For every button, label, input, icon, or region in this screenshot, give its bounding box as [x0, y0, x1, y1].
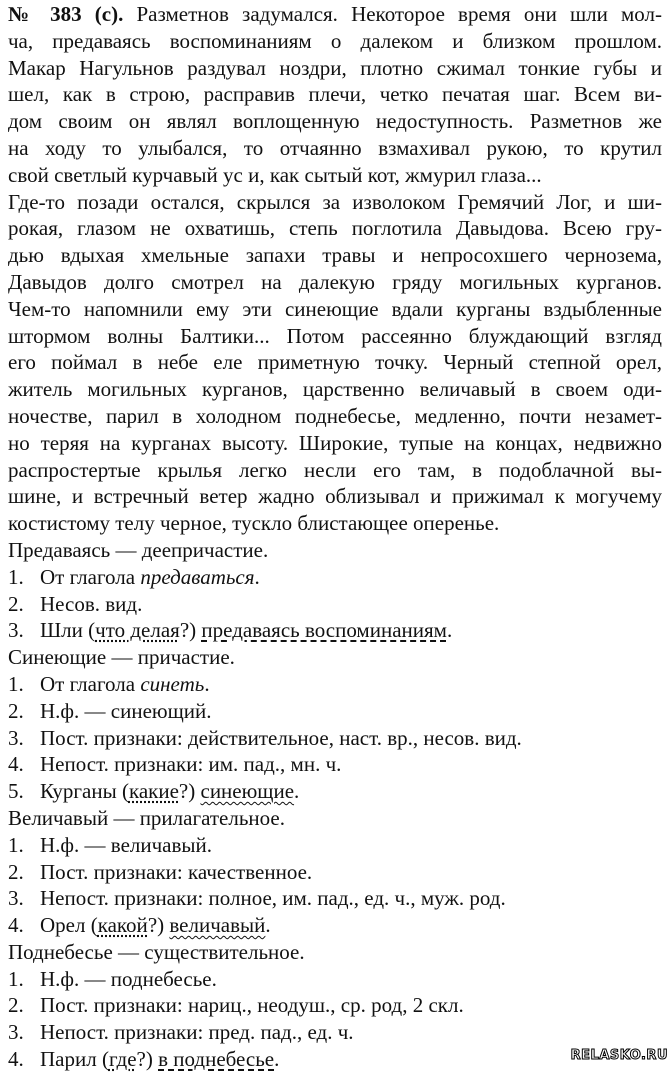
analysis-list-item [8, 751, 662, 778]
text-fragment: Непост. признаки: полное, им. пад., ед. ч., муж. род. [40, 886, 506, 911]
item-number: 4. [8, 1047, 24, 1072]
item-number: 1. [8, 564, 24, 589]
analysis-list-item [8, 564, 662, 591]
text-fragment: . [254, 564, 260, 589]
paragraph-line [8, 55, 662, 82]
item-text [40, 725, 522, 752]
line-text: на ходу то улыбался, то отчаянно взмахивал рукою, то крутил [8, 135, 662, 160]
paragraph-line [8, 376, 662, 403]
item-text [40, 591, 142, 618]
paragraph-line [8, 215, 662, 242]
paragraph-line [8, 323, 662, 350]
marked-word: в поднебесье [158, 1047, 275, 1072]
marked-word: величавый [169, 913, 266, 938]
item-text [40, 992, 464, 1019]
marked-word: предаваясь воспоминаниям [201, 618, 447, 643]
marked-word: синеть [140, 671, 205, 696]
item-text [40, 859, 312, 886]
text-fragment: ?) [179, 618, 202, 643]
paragraph-line [8, 108, 662, 135]
paragraph-line [8, 135, 662, 162]
line-text: но теряя на курганах высоту. Широкие, тупые на концах, недвижно [8, 430, 662, 455]
analysis-list-item [8, 1019, 662, 1046]
item-number: 1. [8, 832, 24, 857]
item-text [40, 564, 260, 591]
analysis-heading: Величавый — прилагательное. [8, 805, 285, 830]
item-number: 1. [8, 966, 24, 991]
line-text: дом своим он являл воплощенную недоступность. Разметнов же [8, 109, 662, 134]
item-number: 3. [8, 886, 24, 911]
item-number: 2. [8, 698, 24, 723]
text-fragment: От глагола [40, 564, 141, 589]
paragraph-line [8, 269, 662, 296]
analysis-list-item [8, 832, 662, 859]
line-text: его поймал в небе еле приметную точку. Черный степной орел, [8, 350, 662, 375]
analysis-list-item [8, 859, 662, 886]
paragraph-line [8, 296, 662, 323]
item-text [40, 832, 212, 859]
line-text: рокая, глазом не охватишь, степь поглотила Давыдова. Всею гру- [8, 216, 662, 241]
text-fragment: Н.ф. — поднебесье. [40, 966, 217, 991]
text-fragment: . [446, 618, 453, 643]
text-fragment: Непост. признаки: пред. пад., ед. ч. [40, 1020, 354, 1045]
exercise-document [8, 1, 662, 1073]
item-number: 2. [8, 993, 24, 1018]
line-text: костистому телу черное, тускло блистающее оперенье. [8, 511, 500, 536]
text-fragment: . [294, 779, 300, 804]
item-text [40, 966, 217, 993]
text-fragment: ?) [136, 1047, 159, 1072]
text-fragment: От глагола [40, 671, 141, 696]
paragraph-line [8, 1, 662, 28]
text-fragment: ?) [178, 779, 201, 804]
text-fragment: Пост. признаки: нариц., неодуш., ср. род, 2 скл. [40, 993, 464, 1018]
line-text: распростертые крылья легко несли его там, в подоблачной вы- [8, 457, 662, 482]
text-fragment: Шли ( [40, 618, 96, 643]
item-text [40, 671, 210, 698]
text-fragment: Орел ( [40, 913, 98, 938]
line-text: свой светлый курчавый ус и, как сытый кот, жмурил глаза... [8, 162, 542, 187]
paragraph-line [8, 510, 662, 537]
analysis-list-item [8, 591, 662, 618]
paragraph-line [8, 483, 662, 510]
analysis-list-item [8, 617, 662, 644]
item-number: 4. [8, 913, 24, 938]
text-fragment: . [274, 1047, 280, 1072]
item-number: 3. [8, 725, 24, 750]
line-text: Разметнов задумался. Некоторое время они шли мол- [123, 2, 662, 26]
item-number: 3. [8, 618, 24, 643]
line-text: Где-то позади остался, скрылся за изволоком Гремячий Лог, и ши- [8, 189, 662, 214]
item-number: 1. [8, 671, 24, 696]
item-number: 4. [8, 752, 24, 777]
analysis-list-item [8, 885, 662, 912]
paragraph-line [8, 162, 662, 189]
item-number: 2. [8, 591, 24, 616]
marked-word: где [108, 1047, 137, 1072]
text-fragment: Пост. признаки: качественное. [40, 859, 313, 884]
line-text: шел, как в строю, расправив плечи, четко печатая шаг. Всем ви- [8, 82, 662, 107]
line-text: житель могильных курганов, царственно величавый в своем оди- [8, 377, 662, 402]
analysis-list-item [8, 671, 662, 698]
text-fragment: Н.ф. — величавый. [40, 832, 212, 857]
analysis-heading: Предаваясь — деепричастие. [8, 537, 269, 562]
line-text: шине, и встречный ветер жадно облизывал и прижимал к могучему [8, 484, 662, 509]
item-number: 3. [8, 1020, 24, 1045]
text-fragment: Пост. признаки: действительное, наст. вр., несов. вид. [40, 725, 522, 750]
paragraph-line [8, 457, 662, 484]
analysis-list-item [8, 698, 662, 725]
line-text: Чем-то напомнили ему эти синеющие вдали курганы вздыбленные [8, 296, 662, 321]
item-text [40, 751, 341, 778]
item-number: 2. [8, 859, 24, 884]
line-text: штормом волны Балтики... Потом рассеянно блуждающий взгляд [8, 323, 662, 348]
paragraph-line [8, 430, 662, 457]
text-fragment: Непост. признаки: им. пад., мн. ч. [40, 752, 342, 777]
line-text: дью вдыхая хмельные запахи травы и непросохшего чернозема, [8, 243, 662, 268]
exercise-number: № 383 (с). [8, 2, 124, 26]
marked-word: какой [97, 913, 148, 938]
analysis-list-item [8, 1046, 662, 1073]
analysis-list-item [8, 966, 662, 993]
item-text [40, 885, 506, 912]
analysis-list-item [8, 912, 662, 939]
text-fragment: Несов. вид. [40, 591, 143, 616]
analysis-heading: Поднебесье — существительное. [8, 939, 305, 964]
analysis-list-item [8, 992, 662, 1019]
paragraph-line [8, 242, 662, 269]
line-text: Давыдов долго смотрел на далекую гряду могильных курганов. [8, 269, 662, 294]
text-fragment: ?) [147, 913, 170, 938]
item-text [40, 1019, 354, 1046]
text-fragment: . [265, 913, 271, 938]
watermark: RELASKO.RU [570, 1048, 668, 1063]
text-fragment: Н.ф. — синеющий. [40, 698, 212, 723]
line-text: Макар Нагульнов раздувал ноздри, плотно сжимал тонкие губы и [8, 55, 662, 80]
item-text [40, 912, 271, 939]
paragraph-line [8, 81, 662, 108]
analysis-list-item [8, 725, 662, 752]
text-fragment: Курганы ( [40, 779, 129, 804]
item-text [40, 617, 452, 644]
item-number: 5. [8, 779, 24, 804]
item-text [40, 1046, 279, 1073]
line-text: ночестве, парил в холодном поднебесье, медленно, почти незамет- [8, 403, 662, 428]
paragraph-line [8, 349, 662, 376]
analysis-list-item [8, 778, 662, 805]
marked-word: синеющие [200, 779, 295, 804]
line-text: ча, предаваясь воспоминаниям о далеком и близком прошлом. [8, 28, 662, 53]
paragraph-line [8, 28, 662, 55]
text-fragment: . [204, 671, 210, 696]
analysis-heading: Синеющие — причастие. [8, 645, 235, 670]
paragraph-line [8, 189, 662, 216]
item-text [40, 698, 211, 725]
text-fragment: Парил ( [40, 1047, 109, 1072]
marked-word: какие [128, 779, 179, 804]
marked-word: что делая [95, 618, 180, 643]
paragraph-line [8, 403, 662, 430]
item-text [40, 778, 299, 805]
marked-word: предаваться [140, 564, 255, 589]
